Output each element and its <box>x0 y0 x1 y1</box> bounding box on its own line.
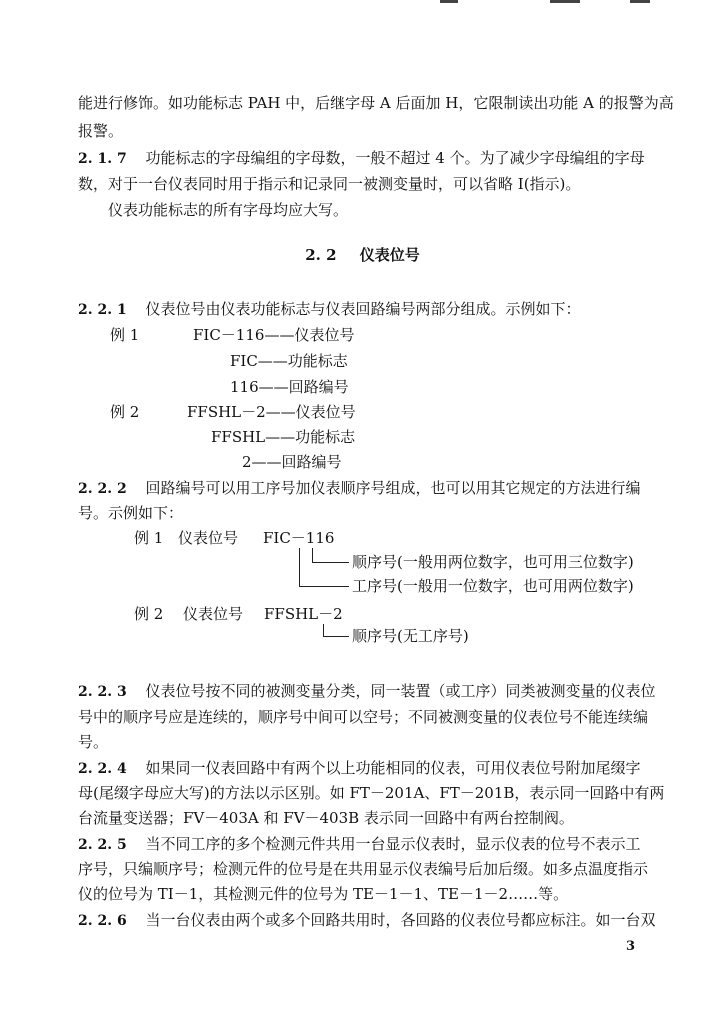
section-heading: 仪表位号 <box>359 246 420 264</box>
clause-text: 仪表位号按不同的被测变量分类，同一装置（或工序）同类被测变量的仪表位 <box>145 682 656 700</box>
section-title <box>0 244 725 265</box>
section-number: 2. 2 <box>305 246 337 264</box>
clause-number: 2. 1. 7 <box>78 151 127 167</box>
clause-2-2-6 <box>78 910 656 931</box>
clause-2-2-5 <box>78 834 641 855</box>
clause-text: 回路编号可以用工序号加仪表顺序号组成，也可以用其它规定的方法进行编 <box>145 479 641 497</box>
clause-number: 2. 2. 2 <box>78 481 127 497</box>
example-tag-label: 仪表位号 <box>178 529 239 547</box>
example-row: 116——回路编号 <box>230 378 349 396</box>
clause-2-2-3-line3: 号。 <box>78 733 109 751</box>
example-tag-label: 仪表位号 <box>183 605 244 623</box>
example-row: FIC－116——仪表位号 <box>193 326 355 344</box>
example-note: 顺序号(一般用两位数字，也可用三位数字) <box>352 553 634 571</box>
example-label: 例 2 <box>134 605 164 623</box>
para1-line1: 能进行修饰。如功能标志 PAH 中，后继字母 A 后面加 H，它限制读出功能 A 的报警为高 <box>78 94 674 112</box>
clause-2-2-1 <box>78 299 581 320</box>
page-number: 3 <box>625 939 635 954</box>
clause-number: 2. 2. 3 <box>78 684 127 700</box>
clause-2-2-3-line2: 号中的顺序号应是连续的，顺序号中间可以空号；不同被测变量的仪表位号不能连续编 <box>78 708 649 726</box>
clause-2-1-7 <box>78 148 645 169</box>
example-row: FFSHL——功能标志 <box>211 428 356 446</box>
clause-2-2-4-line3: 台流量变送器；FV－403A 和 FV－403B 表示同一回路中有两台控制阀。 <box>78 809 574 827</box>
clause-text: 仪表位号由仪表功能标志与仪表回路编号两部分组成。示例如下： <box>145 300 581 318</box>
scan-top-marks <box>430 0 670 4</box>
clause-text: 当一台仪表由两个或多个回路共用时，各回路的仪表位号都应标注。如一台双 <box>145 911 656 929</box>
example-label: 例 2 <box>110 403 140 421</box>
example-label: 例 1 <box>134 529 164 547</box>
bracket-connector <box>323 624 349 637</box>
example-note: 工序号(一般用一位数字，也可用两位数字) <box>352 577 634 595</box>
clause-text: 如果同一仪表回路中有两个以上功能相同的仪表，可用仪表位号附加尾缀字 <box>145 759 641 777</box>
clause-2-2-5-line3: 仪的位号为 TI－1，其检测元件的位号为 TE－1－1、TE－1－2……等。 <box>78 885 569 903</box>
example-label: 例 1 <box>110 326 140 344</box>
para1-line2: 报警。 <box>78 122 124 140</box>
clause-2-2-4 <box>78 758 641 779</box>
example-row: 2——回路编号 <box>242 453 342 471</box>
clause-number: 2. 2. 6 <box>78 913 127 929</box>
example-note: 顺序号(无工序号) <box>352 627 469 645</box>
example-tag: FIC－116 <box>263 529 335 547</box>
clause-2-2-2-line2: 号。示例如下： <box>78 504 184 522</box>
clause-2-1-7-line3: 仪表功能标志的所有字母均应大写。 <box>108 201 349 219</box>
example-row: FIC——功能标志 <box>230 352 348 370</box>
clause-2-2-2 <box>78 478 641 499</box>
bracket-connector <box>299 548 349 587</box>
example-row: FFSHL－2——仪表位号 <box>187 403 356 421</box>
clause-2-2-5-line2: 序号，只编顺序号；检测元件的位号是在共用显示仪表编号后加后缀。如多点温度指示 <box>78 860 649 878</box>
clause-text: 功能标志的字母编组的字母数，一般不超过 4 个。为了减少字母编组的字母 <box>145 149 645 167</box>
clause-2-2-4-line2: 母(尾缀字母应大写)的方法以示区别。如 FT－201A、FT－201B，表示同一回路中有两 <box>78 784 665 802</box>
clause-2-1-7-line2: 数，对于一台仪表同时用于指示和记录同一被测变量时，可以省略 I(指示)。 <box>78 175 581 193</box>
example-tag: FFSHL－2 <box>264 605 343 623</box>
clause-text: 当不同工序的多个检测元件共用一台显示仪表时，显示仪表的位号不表示工 <box>145 835 641 853</box>
clause-number: 2. 2. 4 <box>78 761 127 777</box>
clause-2-2-3 <box>78 681 656 702</box>
clause-number: 2. 2. 1 <box>78 302 127 318</box>
clause-number: 2. 2. 5 <box>78 837 127 853</box>
